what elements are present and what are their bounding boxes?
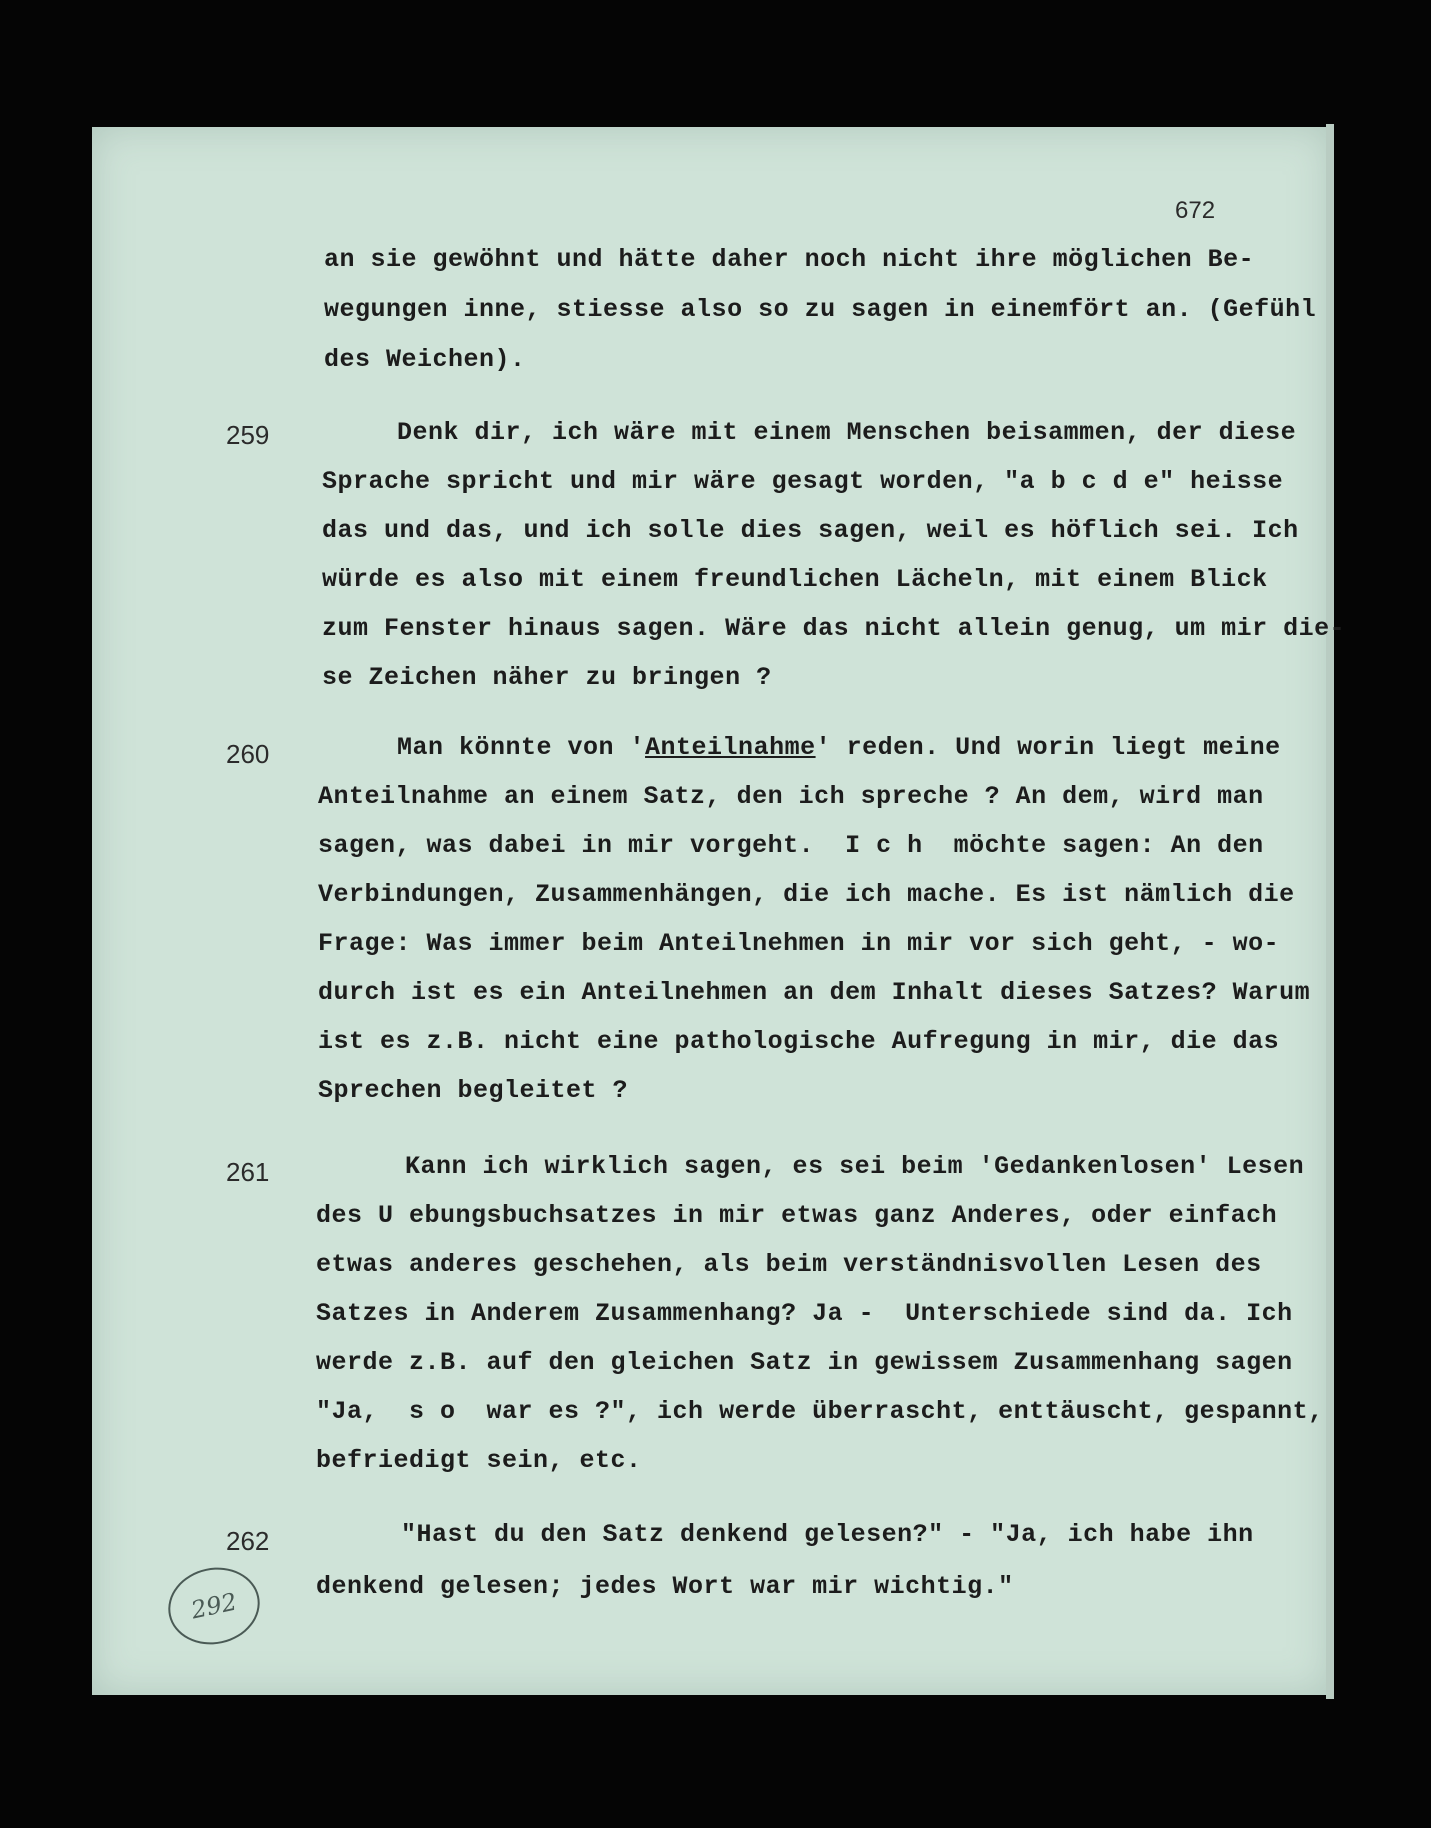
- section-line: denkend gelesen; jedes Wort war mir wichtig.": [316, 1572, 1014, 1601]
- document-page: [92, 127, 1330, 1695]
- section-line: Sprache spricht und mir wäre gesagt worden, "a b c d e" heisse: [322, 467, 1284, 496]
- section-line: Frage: Was immer beim Anteilnehmen in mir vor sich geht, - wo-: [318, 929, 1280, 958]
- section-line: werde z.B. auf den gleichen Satz in gewissem Zusammenhang sagen: [316, 1348, 1293, 1377]
- section-line: ist es z.B. nicht eine pathologische Aufregung in mir, die das: [318, 1027, 1280, 1056]
- section-line: durch ist es ein Anteilnehmen an dem Inhalt dieses Satzes? Warum: [318, 978, 1311, 1007]
- section-line: sagen, was dabei in mir vorgeht. I c h möchte sagen: An den: [318, 831, 1264, 860]
- section-line: das und das, und ich solle dies sagen, weil es höflich sei. Ich: [322, 516, 1299, 545]
- section-first-line: [397, 733, 1281, 762]
- intro-line: wegungen inne, stiesse also so zu sagen in einemfört an. (Gefühl: [324, 295, 1317, 324]
- section-line: "Hast du den Satz denkend gelesen?" - "Ja, ich habe ihn: [401, 1520, 1254, 1549]
- section-number: 259: [226, 420, 270, 450]
- section-line: zum Fenster hinaus sagen. Wäre das nicht allein genug, um mir die-: [322, 614, 1346, 643]
- section-line: Sprechen begleitet ?: [318, 1076, 629, 1105]
- section-line: etwas anderes geschehen, als beim verständnisvollen Lesen des: [316, 1250, 1262, 1279]
- section-text: ' reden. Und worin liegt meine: [815, 733, 1281, 762]
- section-line: Anteilnahme an einem Satz, den ich spreche ? An dem, wird man: [318, 782, 1264, 811]
- page-number: 672: [1175, 197, 1216, 224]
- section-line: "Ja, s o war es ?", ich werde überrascht, enttäuscht, gespannt,: [316, 1397, 1324, 1426]
- section-line: se Zeichen näher zu bringen ?: [322, 663, 772, 692]
- section-line: Denk dir, ich wäre mit einem Menschen beisammen, der diese: [397, 418, 1297, 447]
- section-line: Satzes in Anderem Zusammenhang? Ja - Unterschiede sind da. Ich: [316, 1299, 1293, 1328]
- intro-line: des Weichen).: [324, 345, 526, 374]
- section-line: befriedigt sein, etc.: [316, 1446, 642, 1475]
- section-line: Verbindungen, Zusammenhängen, die ich mache. Es ist nämlich die: [318, 880, 1295, 909]
- section-number: 260: [226, 739, 270, 769]
- intro-line: an sie gewöhnt und hätte daher noch nicht ihre möglichen Be-: [324, 245, 1255, 274]
- section-number: 261: [226, 1157, 270, 1187]
- underlined-term: Anteilnahme: [645, 733, 816, 762]
- archive-stamp: 292: [161, 1559, 267, 1652]
- section-number: 262: [226, 1526, 270, 1556]
- section-line: des U ebungsbuchsatzes in mir etwas ganz Anderes, oder einfach: [316, 1201, 1278, 1230]
- section-line: Kann ich wirklich sagen, es sei beim 'Gedankenlosen' Lesen: [405, 1152, 1305, 1181]
- page-edge: [1326, 124, 1334, 1699]
- section-line: würde es also mit einem freundlichen Lächeln, mit einem Blick: [322, 565, 1268, 594]
- section-text: Man könnte von ': [397, 733, 646, 762]
